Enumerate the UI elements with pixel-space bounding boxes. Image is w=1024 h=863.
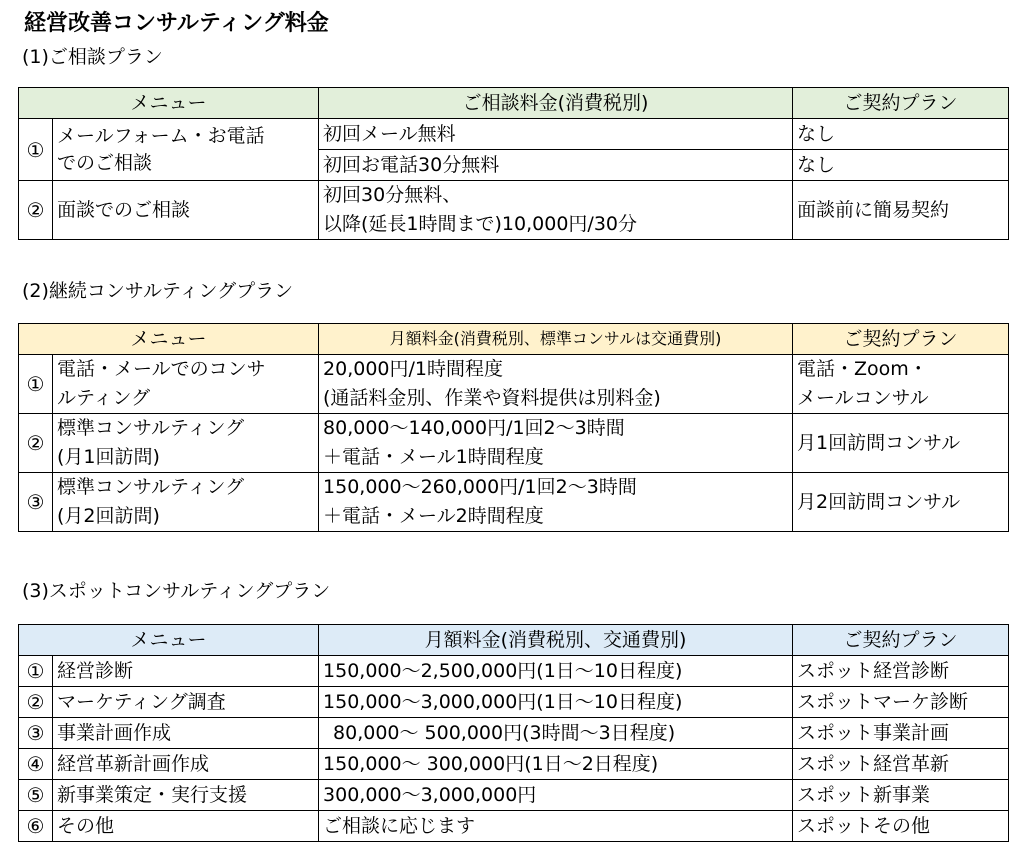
table-row (19, 355, 1009, 414)
column-header-plan: ご契約プラン (793, 88, 1009, 119)
row-number: ② (19, 414, 53, 473)
fee-line: 80,000〜140,000円/1回2〜3時間 (323, 417, 625, 439)
fee-cell (319, 181, 793, 240)
plan-cell: スポットマーケ診断 (793, 687, 1009, 718)
column-header-fee: 月額料金(消費税別、交通費別) (319, 625, 793, 656)
plan-cell: スポット経営革新 (793, 749, 1009, 780)
menu-line: ルティング (57, 387, 151, 409)
plan-cell: 月1回訪問コンサル (793, 414, 1009, 473)
table-header-row (19, 88, 1009, 119)
fee-cell: ご相談に応じます (319, 811, 793, 842)
plan-cell: 面談前に簡易契約 (793, 181, 1009, 240)
menu-cell: 面談でのご相談 (53, 181, 319, 240)
table-row (19, 749, 1009, 780)
menu-line: (月1回訪問) (57, 446, 160, 468)
column-header-fee: 月額料金(消費税別、標準コンサルは交通費別) (319, 324, 793, 355)
row-number: ② (19, 687, 53, 718)
menu-line: 標準コンサルティング (57, 476, 245, 498)
row-number: ① (19, 656, 53, 687)
fee-line: ＋電話・メール1時間程度 (323, 446, 544, 468)
menu-cell (53, 414, 319, 473)
continuous-plan-table (18, 323, 1009, 532)
plan-cell: スポット新事業 (793, 780, 1009, 811)
plan-cell (793, 355, 1009, 414)
menu-line: メールフォーム・お電話 (57, 124, 265, 147)
row-number: ② (19, 181, 53, 240)
row-number: ④ (19, 749, 53, 780)
fee-cell (319, 414, 793, 473)
fee-cell: 80,000〜 500,000円(3時間〜3日程度) (319, 718, 793, 749)
row-number: ⑤ (19, 780, 53, 811)
section-heading-spot: (3)スポットコンサルティングプラン (22, 580, 331, 602)
menu-cell: マーケティング調査 (53, 687, 319, 718)
plan-line: 電話・Zoom・ (797, 358, 928, 380)
fee-cell (319, 355, 793, 414)
column-header-menu: メニュー (19, 88, 319, 119)
spot-plan-table (18, 624, 1009, 842)
table-header-row (19, 324, 1009, 355)
menu-cell: 経営診断 (53, 656, 319, 687)
menu-cell: 新事業策定・実行支援 (53, 780, 319, 811)
column-header-fee: ご相談料金(消費税別) (319, 88, 793, 119)
fee-line: 以降(延長1時間まで)10,000円/30分 (323, 213, 637, 235)
menu-line: でのご相談 (57, 151, 153, 174)
menu-cell: その他 (53, 811, 319, 842)
plan-cell: 月2回訪問コンサル (793, 473, 1009, 532)
section-heading-continuous: (2)継続コンサルティングプラン (22, 280, 294, 302)
menu-cell: 事業計画作成 (53, 718, 319, 749)
fee-line: 20,000円/1時間程度 (323, 358, 503, 380)
row-number: ① (19, 355, 53, 414)
menu-cell (53, 355, 319, 414)
plan-line: メールコンサル (797, 387, 929, 409)
fee-line: (通話料金別、作業や資料提供は別料金) (323, 387, 661, 409)
column-header-menu: メニュー (19, 625, 319, 656)
row-number: ③ (19, 473, 53, 532)
table-header-row (19, 625, 1009, 656)
table-row (19, 119, 1009, 150)
row-number: ⑥ (19, 811, 53, 842)
table-row (19, 656, 1009, 687)
fee-cell: 初回メール無料 (319, 119, 793, 150)
menu-line: 電話・メールでのコンサ (57, 358, 266, 380)
menu-line: 標準コンサルティング (57, 417, 245, 439)
plan-cell: スポット経営診断 (793, 656, 1009, 687)
fee-cell (319, 473, 793, 532)
fee-cell: 初回お電話30分無料 (319, 150, 793, 181)
fee-line: ＋電話・メール2時間程度 (323, 505, 544, 527)
fee-cell: 150,000〜2,500,000円(1日〜10日程度) (319, 656, 793, 687)
fee-cell: 150,000〜3,000,000円(1日〜10日程度) (319, 687, 793, 718)
menu-cell (53, 473, 319, 532)
column-header-plan: ご契約プラン (793, 324, 1009, 355)
fee-line: 150,000〜260,000円/1回2〜3時間 (323, 476, 637, 498)
fee-cell: 150,000〜 300,000円(1日〜2日程度) (319, 749, 793, 780)
menu-cell (53, 119, 319, 181)
fee-cell: 300,000〜3,000,000円 (319, 780, 793, 811)
table-row (19, 687, 1009, 718)
consultation-plan-table (18, 87, 1009, 240)
table-row (19, 473, 1009, 532)
table-row (19, 718, 1009, 749)
plan-cell: なし (793, 119, 1009, 150)
table-row (19, 811, 1009, 842)
table-row (19, 181, 1009, 240)
plan-cell: スポットその他 (793, 811, 1009, 842)
row-number: ③ (19, 718, 53, 749)
row-number: ① (19, 119, 53, 181)
table-row (19, 780, 1009, 811)
column-header-plan: ご契約プラン (793, 625, 1009, 656)
section-heading-consultation: (1)ご相談プラン (22, 46, 163, 68)
plan-cell: なし (793, 150, 1009, 181)
page-title: 経営改善コンサルティング料金 (24, 11, 329, 36)
column-header-menu: メニュー (19, 324, 319, 355)
menu-cell: 経営革新計画作成 (53, 749, 319, 780)
fee-line: 初回30分無料、 (323, 184, 462, 206)
menu-line: (月2回訪問) (57, 505, 160, 527)
plan-cell: スポット事業計画 (793, 718, 1009, 749)
table-row (19, 414, 1009, 473)
